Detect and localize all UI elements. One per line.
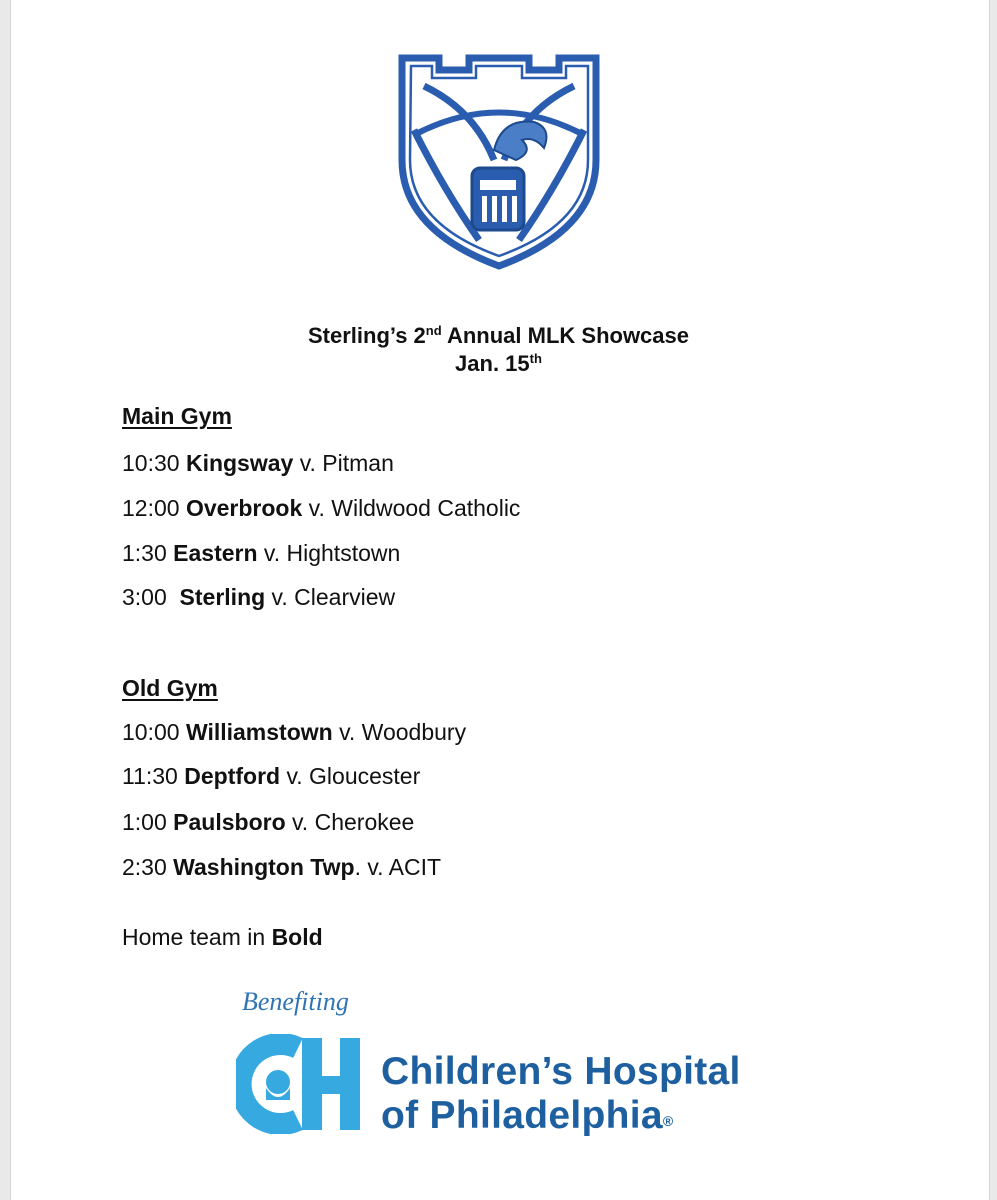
chop-ch-icon xyxy=(236,1034,360,1134)
main-gym-heading: Main Gym xyxy=(122,403,232,429)
event-title-block xyxy=(0,322,997,378)
schedule-item: 10:00 Williamstown v. Woodbury xyxy=(122,719,467,745)
sponsor-name-line2: of Philadelphia® xyxy=(381,1094,674,1137)
schedule-item: 2:30 Washington Twp. v. ACIT xyxy=(122,854,442,880)
benefiting-label: Benefiting xyxy=(242,987,349,1016)
sponsor-name xyxy=(381,1050,741,1143)
event-date: Jan. 15th xyxy=(455,351,542,376)
schedule-item: 12:00 Overbrook v. Wildwood Catholic xyxy=(122,495,521,521)
event-title: Sterling’s 2nd Annual MLK Showcase xyxy=(308,323,689,348)
schedule-item: 1:30 Eastern v. Hightstown xyxy=(122,540,401,566)
knight-basketball-shield-icon xyxy=(384,40,614,276)
schedule-item: 11:30 Deptford v. Gloucester xyxy=(122,763,421,789)
schedule-item: 3:00 Sterling v. Clearview xyxy=(122,584,396,610)
old-gym-heading: Old Gym xyxy=(122,675,218,701)
sponsor-name-line1: Children’s Hospital xyxy=(381,1050,741,1093)
schedule-item: 1:00 Paulsboro v. Cherokee xyxy=(122,809,415,835)
schedule-item: 10:30 Kingsway v. Pitman xyxy=(122,450,394,476)
home-team-note: Home team in Bold xyxy=(122,924,323,950)
